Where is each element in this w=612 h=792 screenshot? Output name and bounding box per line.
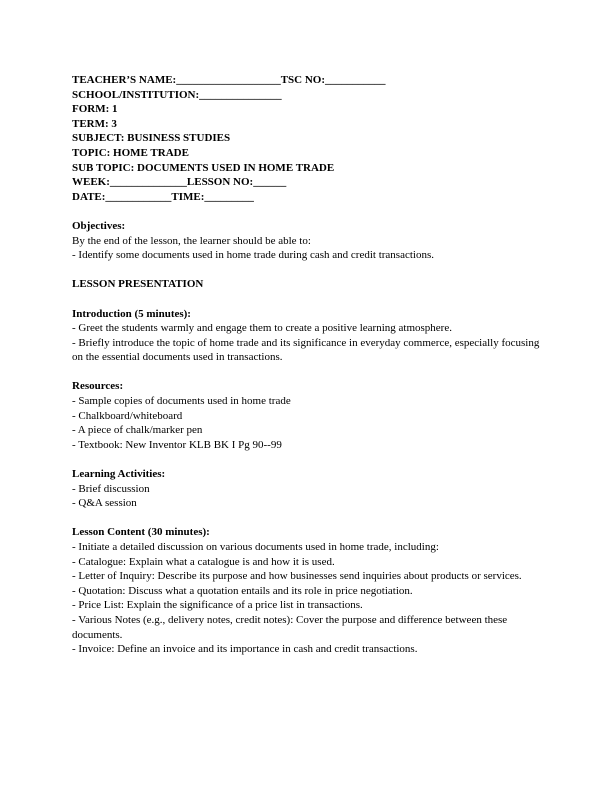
activity-item: - Q&A session: [72, 497, 137, 510]
resource-item: - Chalkboard/whiteboard: [72, 409, 183, 422]
spacer: [72, 263, 542, 278]
spacer: [72, 452, 542, 467]
objectives-heading: Objectives:: [72, 219, 126, 232]
resource-item: - A piece of chalk/marker pen: [72, 424, 203, 437]
introduction-section: [72, 307, 542, 365]
header-block: [72, 73, 542, 204]
spacer: [72, 365, 542, 380]
lesson-content-heading: Lesson Content (30 minutes):: [72, 526, 210, 539]
topic-line: TOPIC: HOME TRADE: [72, 146, 189, 159]
form-line: FORM: 1: [72, 103, 118, 116]
resources-section: [72, 379, 542, 452]
activity-item: - Brief discussion: [72, 482, 150, 495]
content-item: - Initiate a detailed discussion on various documents used in home trade, including:: [72, 541, 439, 553]
school-line: SCHOOL/INSTITUTION:_______________: [72, 88, 282, 101]
objectives-section: [72, 219, 542, 263]
content-item: - Price List: Explain the significance of a price list in transactions.: [72, 599, 363, 612]
lesson-plan-document: [72, 73, 542, 657]
date-line: DATE:____________TIME:_________: [72, 190, 254, 203]
objectives-intro: By the end of the lesson, the learner should be able to:: [72, 234, 311, 247]
content-item: - Invoice: Define an invoice and its importance in cash and credit transactions.: [72, 643, 418, 656]
content-item: - Catalogue: Explain what a catalogue is and how it is used.: [72, 555, 335, 568]
term-line: TERM: 3: [72, 117, 117, 130]
introduction-item: - Briefly introduce the topic of home trade and its significance in everyday commerce, especially focusing on the essential documents used in transactions.: [72, 336, 540, 364]
spacer: [72, 292, 542, 307]
spacer: [72, 511, 542, 526]
spacer: [72, 204, 542, 219]
learning-activities-section: [72, 467, 542, 511]
lesson-presentation-section: [72, 277, 542, 292]
lesson-presentation-heading: LESSON PRESENTATION: [72, 278, 204, 291]
objective-item: - Identify some documents used in home trade during cash and credit transactions.: [72, 249, 434, 262]
introduction-heading: Introduction (5 minutes):: [72, 307, 191, 320]
introduction-item: - Greet the students warmly and engage them to create a positive learning atmosphere.: [72, 322, 452, 335]
sub-topic-line: SUB TOPIC: DOCUMENTS USED IN HOME TRADE: [72, 161, 335, 174]
resource-item: - Textbook: New Inventor KLB BK I Pg 90--99: [72, 438, 282, 451]
content-item: - Quotation: Discuss what a quotation entails and its role in price negotiation.: [72, 584, 413, 597]
resource-item: - Sample copies of documents used in home trade: [72, 395, 291, 408]
lesson-content-section: [72, 525, 542, 656]
content-item: - Letter of Inquiry: Describe its purpose and how businesses send inquiries about products or services.: [72, 570, 522, 583]
teacher-name-line: TEACHER’S NAME:___________________TSC NO:___________: [72, 74, 386, 86]
week-line: WEEK:______________LESSON NO:______: [72, 176, 287, 189]
subject-line: SUBJECT: BUSINESS STUDIES: [72, 132, 231, 145]
resources-heading: Resources:: [72, 380, 124, 393]
content-item: - Various Notes (e.g., delivery notes, credit notes): Cover the purpose and difference between these documents.: [72, 613, 508, 641]
learning-activities-heading: Learning Activities:: [72, 468, 166, 481]
